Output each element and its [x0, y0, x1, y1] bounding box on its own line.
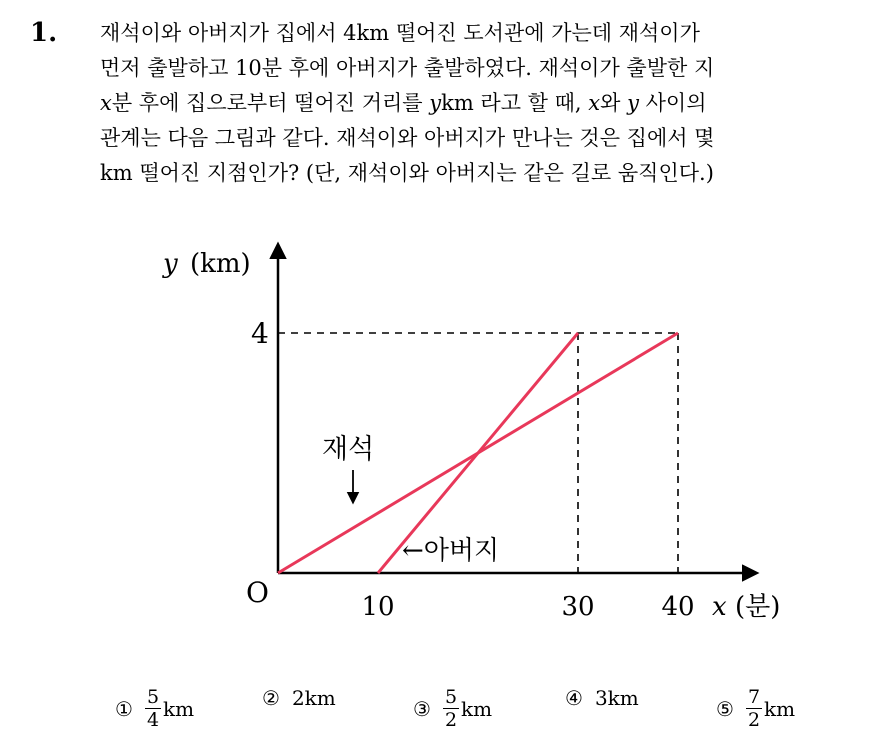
variable: y: [627, 91, 639, 115]
choice-fraction: [145, 686, 161, 731]
choice-fraction: [746, 686, 762, 731]
variable: x: [100, 91, 112, 115]
choice-4[interactable]: [565, 686, 639, 710]
x-tick-label: 10: [361, 592, 395, 622]
question-line: [100, 16, 870, 51]
fraction-numerator: 7: [747, 686, 761, 708]
question-line: [100, 121, 870, 156]
fraction-numerator: 5: [146, 686, 160, 708]
jaeseok-annotation: 재석: [322, 434, 375, 465]
x-axis-label: x: [712, 592, 727, 622]
x-axis-unit: (분): [735, 592, 781, 622]
choice-value: 2km: [291, 686, 336, 710]
x-tick-label: 30: [561, 592, 595, 622]
variable: y: [429, 91, 442, 115]
y-tick-label: 4: [251, 317, 269, 350]
choice-2[interactable]: [262, 686, 336, 710]
text-segment: 와: [600, 91, 628, 115]
fraction-denominator: 2: [444, 709, 458, 731]
fraction-denominator: 4: [146, 709, 160, 731]
answer-choices: [0, 678, 884, 748]
choice-5[interactable]: [716, 686, 795, 731]
choice-number: ①: [115, 696, 133, 721]
choice-unit: km: [163, 696, 195, 721]
y-axis-unit: (km): [190, 249, 251, 279]
text-segment: 관계는 다음 그림과 같다. 재석이와 아버지가 만나는 것은 집에서 몇: [100, 126, 715, 150]
fraction-denominator: 2: [747, 709, 761, 731]
choice-fraction: [443, 686, 459, 731]
question-number: 1.: [30, 18, 58, 48]
x-tick-label: 40: [661, 592, 695, 622]
question-text: [100, 16, 870, 191]
choice-unit: km: [461, 696, 493, 721]
choice-value: 3km: [594, 686, 639, 710]
y-axis-label: y: [163, 249, 178, 279]
variable: x: [588, 91, 601, 115]
question-line: [100, 86, 870, 121]
choice-3[interactable]: [413, 686, 492, 731]
distance-time-graph: [0, 210, 884, 660]
choice-number: ②: [262, 686, 280, 710]
choice-number: ④: [565, 686, 583, 710]
text-segment: 사이의: [638, 91, 707, 115]
question-line: [100, 51, 870, 86]
fraction-numerator: 5: [444, 686, 458, 708]
choice-number: ⑤: [716, 696, 734, 721]
father-annotation: ←아버지: [402, 536, 500, 566]
origin-label: O: [246, 576, 269, 609]
choice-number: ③: [413, 696, 431, 721]
text-segment: km 떨어진 지점인가? (단, 재석이와 아버지는 같은 길로 움직인다.): [100, 161, 714, 185]
text-segment: 먼저 출발하고 10분 후에 아버지가 출발하였다. 재석이가 출발한 지: [100, 56, 715, 80]
choice-1[interactable]: [115, 686, 194, 731]
text-segment: 분 후에 집으로부터 떨어진 거리를: [111, 91, 430, 115]
question-line: [100, 156, 870, 191]
choice-unit: km: [764, 696, 796, 721]
text-segment: km 라고 할 때,: [441, 91, 589, 115]
text-segment: 재석이와 아버지가 집에서 4km 떨어진 도서관에 가는데 재석이가: [100, 21, 700, 45]
